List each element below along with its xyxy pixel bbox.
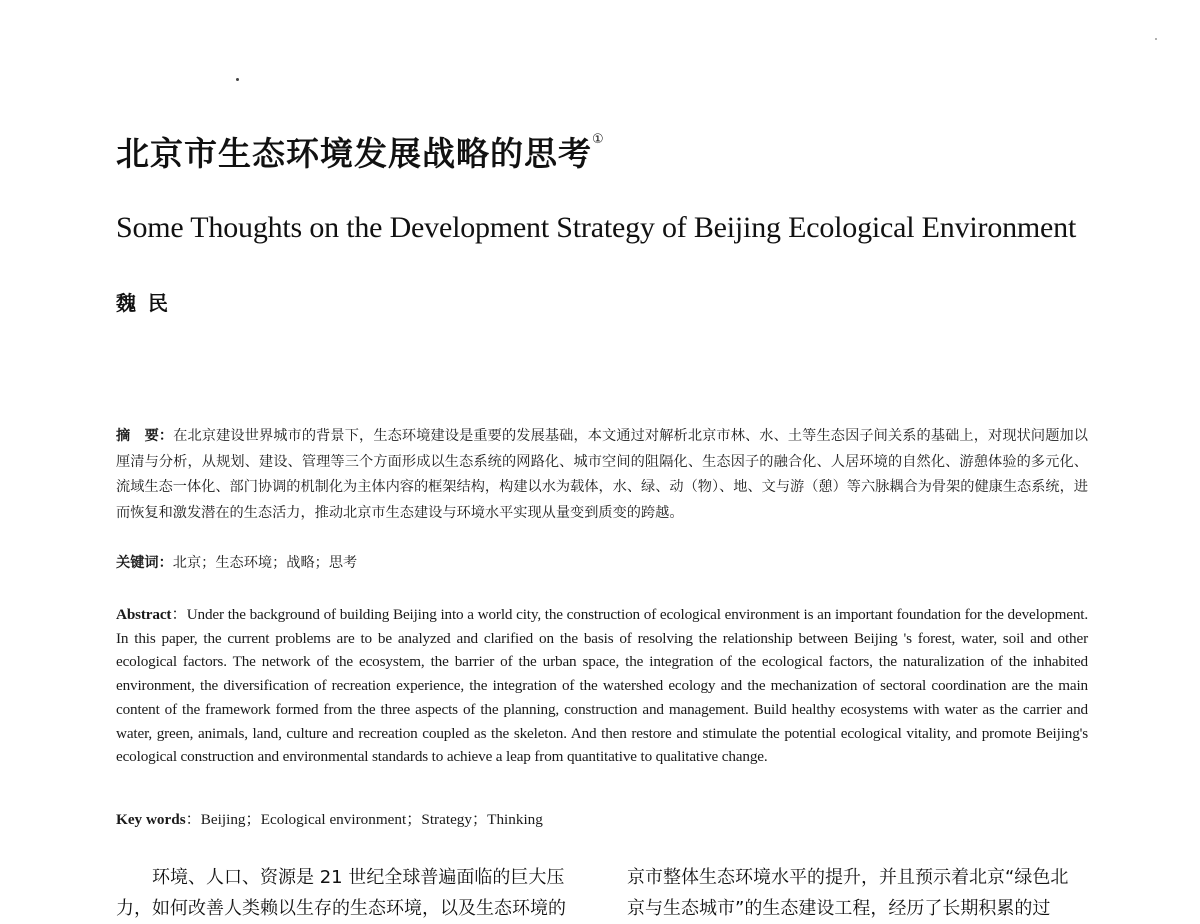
- keywords-label-en: Key words: [116, 811, 186, 828]
- body-text: 力，如何改善人类赖以生存的生态环境，以及生态环境的: [116, 898, 566, 919]
- author-name: 魏民: [116, 291, 180, 315]
- body-text: 环境、人口、资源是 21 世纪全球普遍面临的巨大压: [152, 867, 565, 888]
- scan-speck: [236, 78, 239, 81]
- keywords-text-cn: 北京；生态环境；战略；思考: [172, 555, 358, 571]
- keywords-chinese: [116, 551, 1088, 576]
- abstract-label-en: Abstract: [116, 606, 172, 623]
- body-text: 京与生态城市”的生态建设工程，经历了长期积累的过: [627, 898, 1051, 919]
- keywords-text-en: Beijing；Ecological environment；Strategy；Thinking: [200, 811, 543, 828]
- body-paragraph-line: [627, 862, 1089, 893]
- body-column-right: [627, 862, 1089, 924]
- body-paragraph-line: [627, 893, 1089, 924]
- abstract-sep-en: ：: [171, 606, 187, 623]
- paper-title-chinese: [116, 128, 605, 175]
- keywords-sep-en: ：: [185, 811, 201, 828]
- title-footnote-marker: ①: [592, 132, 605, 147]
- body-paragraph-line: [116, 862, 578, 893]
- abstract-text-en: Under the background of building Beijing into a world city, the construction of ecological environment is an important foundation for the development. In this paper, the current problems are to be analyzed and clarified on the basis of resolving the relationship between Beijing 's forest, water, soil and other ecological factors. The network of the ecosystem, the barrier of the urban space, the integration of the ecological factors, the naturalization of the inhabited environment, the diversification of recreation experience, the integration of the watershed ecology and the mechanization of sectoral coordination are the main content of the framework formed from the three aspects of the planning, construction and management. Build healthy ecosystems with water as the carrier and water, green, animals, land, culture and recreation coupled as the skeleton. And then restore and stimulate the potential ecological vitality, and promote Beijing's ecological construction and environmental standards to achieve a leap from quantitative to qualitative change.: [116, 606, 1088, 766]
- paper-title-english: Some Thoughts on the Development Strategy of Beijing Ecological Environment: [116, 211, 1077, 244]
- abstract-label-cn: 摘 要：: [116, 428, 174, 444]
- body-text: 京市整体生态环境水平的提升，并且预示着北京“绿色北: [627, 867, 1069, 888]
- title-text: 北京市生态环境发展战略的思考: [116, 134, 592, 173]
- abstract-text-cn: 在北京建设世界城市的背景下，生态环境建设是重要的发展基础，本文通过对解析北京市林、水、土等生态因子间关系的基础上，对现状问题加以厘清与分析，从规划、建设、管理等三个方面形成以生态系统的网路化、城市空间的阻隔化、生态因子的融合化、人居环境的自然化、游憩体验的多元化、流域生态一体化、部门协调的机制化为主体内容的框架结构，构建以水为载体，水、绿、动（物）、地、文与游（憩）等六脉耦合为骨架的健康生态系统，进而恢复和激发潜在的生态活力，推动北京市生态建设与环境水平实现从量变到质变的跨越。: [116, 428, 1088, 522]
- body-paragraph-line: [116, 893, 578, 924]
- scan-speck: [1155, 38, 1157, 40]
- keywords-label-cn: 关键词：: [116, 555, 173, 571]
- keywords-english: [116, 808, 1088, 832]
- abstract-english: [116, 603, 1088, 769]
- abstract-chinese: [116, 424, 1088, 527]
- body-column-left: [116, 862, 578, 924]
